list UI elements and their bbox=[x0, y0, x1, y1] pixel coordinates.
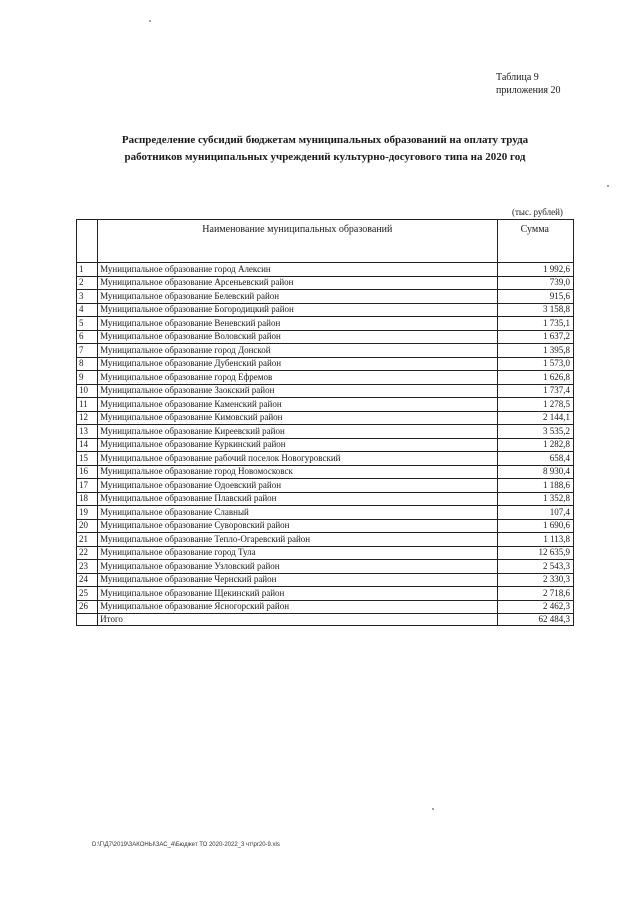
scan-speck bbox=[432, 808, 434, 810]
table-row bbox=[77, 276, 574, 290]
header-num bbox=[77, 220, 98, 263]
row-num: 14 bbox=[77, 438, 98, 452]
row-name: Муниципальное образование Узловский район bbox=[98, 560, 497, 574]
row-sum: 1 690,6 bbox=[497, 519, 573, 533]
table-reference bbox=[496, 71, 560, 97]
row-num: 23 bbox=[77, 560, 98, 574]
table-row bbox=[77, 371, 574, 385]
row-sum: 1 352,8 bbox=[497, 492, 573, 506]
header-name: Наименование муниципальных образований bbox=[98, 220, 497, 263]
row-name: Муниципальное образование Куркинский район bbox=[98, 438, 497, 452]
row-sum: 2 330,3 bbox=[497, 573, 573, 587]
row-name: Муниципальное образование Каменский район bbox=[98, 398, 497, 412]
row-name: Муниципальное образование Арсеньевский район bbox=[98, 276, 497, 290]
row-num: 24 bbox=[77, 573, 98, 587]
row-name: Муниципальное образование Белевский район bbox=[98, 290, 497, 304]
row-sum: 1 992,6 bbox=[497, 263, 573, 277]
row-num: 16 bbox=[77, 465, 98, 479]
row-num: 7 bbox=[77, 344, 98, 358]
row-num: 18 bbox=[77, 492, 98, 506]
row-name: Муниципальное образование Ясногорский район bbox=[98, 600, 497, 614]
row-num: 22 bbox=[77, 546, 98, 560]
row-sum: 2 462,3 bbox=[497, 600, 573, 614]
row-name: Муниципальное образование Тепло-Огаревский район bbox=[98, 533, 497, 547]
table-row bbox=[77, 533, 574, 547]
table-row bbox=[77, 330, 574, 344]
table-row bbox=[77, 384, 574, 398]
reference-line-2: приложения 20 bbox=[496, 85, 561, 96]
row-sum: 2 718,6 bbox=[497, 587, 573, 601]
table-row bbox=[77, 357, 574, 371]
row-sum: 1 637,2 bbox=[497, 330, 573, 344]
row-name: Муниципальное образование Плавский район bbox=[98, 492, 497, 506]
table-row bbox=[77, 573, 574, 587]
row-sum: 1 626,8 bbox=[497, 371, 573, 385]
total-label: Итого bbox=[98, 614, 497, 626]
row-num: 25 bbox=[77, 587, 98, 601]
row-num: 26 bbox=[77, 600, 98, 614]
subsidy-table bbox=[76, 219, 574, 626]
row-sum: 3 535,2 bbox=[497, 425, 573, 439]
scan-speck bbox=[607, 185, 609, 187]
row-name: Муниципальное образование город Тула bbox=[98, 546, 497, 560]
header-sum: Сумма bbox=[497, 220, 573, 263]
total-sum: 62 484,3 bbox=[497, 614, 573, 626]
table-row bbox=[77, 317, 574, 331]
row-sum: 1 395,8 bbox=[497, 344, 573, 358]
row-num: 5 bbox=[77, 317, 98, 331]
row-name: Муниципальное образование город Донской bbox=[98, 344, 497, 358]
row-sum: 915,6 bbox=[497, 290, 573, 304]
row-name: Муниципальное образование Одоевский район bbox=[98, 479, 497, 493]
row-name: Муниципальное образование Заокский район bbox=[98, 384, 497, 398]
row-sum: 739,0 bbox=[497, 276, 573, 290]
row-sum: 8 930,4 bbox=[497, 465, 573, 479]
table-row bbox=[77, 344, 574, 358]
table-row bbox=[77, 560, 574, 574]
row-name: Муниципальное образование Славный bbox=[98, 506, 497, 520]
title-line-1: Распределение субсидий бюджетам муниципальных образований на оплату труда bbox=[121, 134, 529, 146]
row-num: 3 bbox=[77, 290, 98, 304]
title-line-2: работников муниципальных учреждений культурно-досугового типа на 2020 год bbox=[124, 151, 526, 163]
row-num: 17 bbox=[77, 479, 98, 493]
row-name: Муниципальное образование город Ефремов bbox=[98, 371, 497, 385]
row-num: 21 bbox=[77, 533, 98, 547]
row-name: Муниципальное образование рабочий поселок Новогуровский bbox=[98, 452, 497, 466]
row-name: Муниципальное образование Суворовский район bbox=[98, 519, 497, 533]
table-row bbox=[77, 425, 574, 439]
row-sum: 1 573,0 bbox=[497, 357, 573, 371]
row-num: 13 bbox=[77, 425, 98, 439]
row-sum: 1 735,1 bbox=[497, 317, 573, 331]
table-row bbox=[77, 290, 574, 304]
row-sum: 1 113,8 bbox=[497, 533, 573, 547]
table-row bbox=[77, 546, 574, 560]
row-name: Муниципальное образование город Новомосковск bbox=[98, 465, 497, 479]
row-name: Муниципальное образование Воловский район bbox=[98, 330, 497, 344]
table-total-row bbox=[77, 614, 574, 626]
table-row bbox=[77, 398, 574, 412]
row-num: 2 bbox=[77, 276, 98, 290]
row-num: 12 bbox=[77, 411, 98, 425]
row-name: Муниципальное образование Чернский район bbox=[98, 573, 497, 587]
table-header-row bbox=[77, 220, 574, 263]
row-num: 11 bbox=[77, 398, 98, 412]
table-row bbox=[77, 263, 574, 277]
table-row bbox=[77, 587, 574, 601]
row-name: Муниципальное образование город Алексин bbox=[98, 263, 497, 277]
row-num: 8 bbox=[77, 357, 98, 371]
row-sum: 1 278,5 bbox=[497, 398, 573, 412]
row-sum: 658,4 bbox=[497, 452, 573, 466]
row-name: Муниципальное образование Богородицкий район bbox=[98, 303, 497, 317]
table-row bbox=[77, 452, 574, 466]
row-sum: 2 543,3 bbox=[497, 560, 573, 574]
row-name: Муниципальное образование Щекинский район bbox=[98, 587, 497, 601]
row-num: 19 bbox=[77, 506, 98, 520]
table-row bbox=[77, 411, 574, 425]
table-row bbox=[77, 438, 574, 452]
reference-line-1: Таблица 9 bbox=[496, 72, 539, 83]
row-name: Муниципальное образование Дубенский район bbox=[98, 357, 497, 371]
units-label: (тыс. рублей) bbox=[512, 207, 563, 217]
row-num: 9 bbox=[77, 371, 98, 385]
file-path-footer: D:\Г\Д7\2019\ЗАКОНЫ\ЗАС_4\Бюджет ТО 2020-2022_3 чт\pr20-9.xls bbox=[92, 842, 280, 848]
document-title bbox=[60, 132, 590, 166]
table-row bbox=[77, 506, 574, 520]
row-num: 4 bbox=[77, 303, 98, 317]
row-sum: 1 188,6 bbox=[497, 479, 573, 493]
scan-speck bbox=[149, 20, 151, 22]
row-sum: 3 158,8 bbox=[497, 303, 573, 317]
table-row bbox=[77, 479, 574, 493]
row-num: 10 bbox=[77, 384, 98, 398]
row-name: Муниципальное образование Кимовский район bbox=[98, 411, 497, 425]
table-row bbox=[77, 600, 574, 614]
row-num: 20 bbox=[77, 519, 98, 533]
table-row bbox=[77, 303, 574, 317]
row-sum: 107,4 bbox=[497, 506, 573, 520]
row-sum: 12 635,9 bbox=[497, 546, 573, 560]
table-row bbox=[77, 492, 574, 506]
table-row bbox=[77, 465, 574, 479]
row-num: 15 bbox=[77, 452, 98, 466]
row-num: 6 bbox=[77, 330, 98, 344]
row-sum: 1 282,8 bbox=[497, 438, 573, 452]
row-name: Муниципальное образование Веневский район bbox=[98, 317, 497, 331]
row-sum: 1 737,4 bbox=[497, 384, 573, 398]
total-num bbox=[77, 614, 98, 626]
row-name: Муниципальное образование Киреевский район bbox=[98, 425, 497, 439]
row-sum: 2 144,1 bbox=[497, 411, 573, 425]
row-num: 1 bbox=[77, 263, 98, 277]
table-row bbox=[77, 519, 574, 533]
